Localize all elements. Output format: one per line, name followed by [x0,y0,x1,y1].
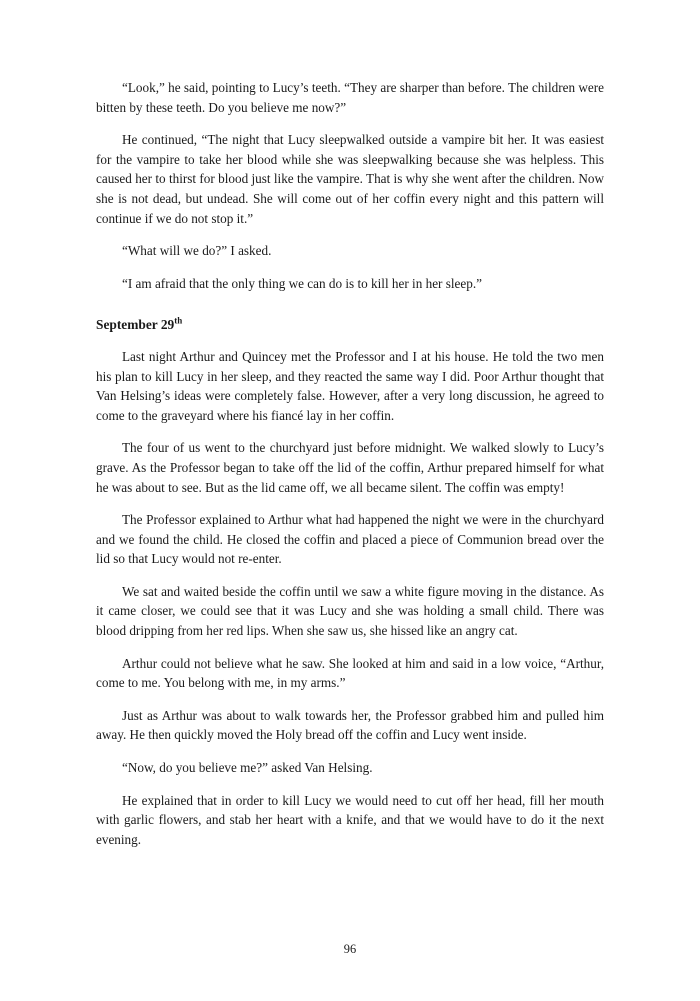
paragraph: The Professor explained to Arthur what had happened the night we were in the churchyard and we found the child. He closed the coffin and placed a piece of Communion bread over the lid so that Lucy would not re-enter. [96,512,604,567]
page-number: 96 [343,942,357,956]
paragraph: “Now, do you believe me?” asked Van Helsing. [122,760,373,776]
paragraph: Last night Arthur and Quincey met the Professor and I at his house. He told the two men his plan to kill Lucy in her sleep, and they reacted the same way I did. Poor Arthur thought that Van Helsing’s ideas were completely false. However, after a very long discussion, he agreed to come to the graveyard where his fiancé lay in her coffin. [96,348,604,423]
paragraph: We sat and waited beside the coffin until we saw a white figure moving in the distance. As it came closer, we could see that it was Lucy and she was holding a small child. There was blood dripping from her red lips. When she saw us, she hissed like an angry cat. [96,583,604,639]
page-body [96,78,604,849]
paragraph: He explained that in order to kill Lucy we would need to cut off her head, fill her mouth with garlic flowers, and stab her heart with a knife, and that we would have to do it the next evening. [96,792,604,847]
section-heading-text: September 29 [96,317,175,333]
section-heading [96,315,604,335]
paragraph: He continued, “The night that Lucy sleepwalked outside a vampire bit her. It was easiest for the vampire to take her blood while she was sleepwalking because she was helpless. This caused her to thirst for blood just like the vampire. That is why she went after the children. Now she is not dead, but undead. She will come out of her coffin every night and this pattern will continue if we do not stop it.” [96,132,604,226]
paragraph: Arthur could not believe what he saw. She looked at him and said in a low voice, “Arthur, come to me. You belong with me, in my arms.” [96,655,604,691]
paragraph: “I am afraid that the only thing we can do is to kill her in her sleep.” [122,275,482,291]
paragraph: “Look,” he said, pointing to Lucy’s teeth. “They are sharper than before. The children were bitten by these teeth. Do you believe me now?” [96,80,604,115]
paragraph: The four of us went to the churchyard just before midnight. We walked slowly to Lucy’s grave. As the Professor began to take off the lid of the coffin, Arthur prepared himself for what he was about to see. But as the lid came off, we all became silent. The coffin was empty! [96,440,604,495]
paragraph: Just as Arthur was about to walk towards her, the Professor grabbed him and pulled him away. He then quickly moved the Holy bread off the coffin and Lucy went inside. [96,707,604,743]
paragraph: “What will we do?” I asked. [122,243,272,259]
section-heading-superscript: th [174,315,183,326]
